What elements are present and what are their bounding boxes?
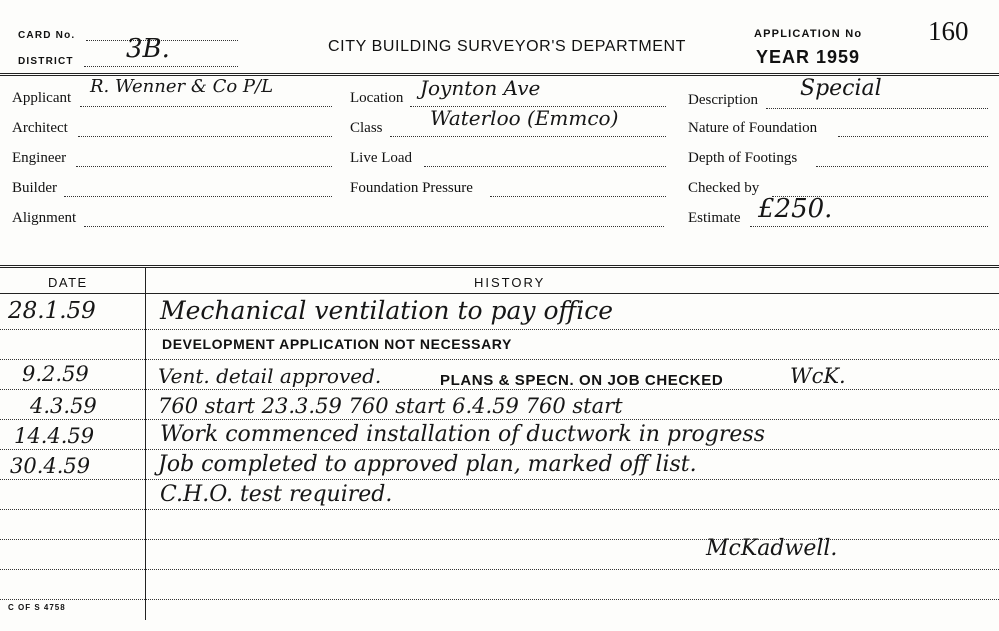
header-divider [0, 73, 999, 74]
foundation-pressure-line [490, 196, 666, 197]
history-line [0, 359, 999, 360]
history-header: HISTORY [474, 275, 546, 290]
location-value: Joynton Ave [420, 76, 541, 100]
stamp-plans-checked: PLANS & SPECN. ON JOB CHECKED [440, 372, 724, 389]
nature-of-foundation-label: Nature of Foundation [688, 120, 818, 136]
depth-line [816, 166, 988, 167]
date-header: DATE [48, 275, 88, 290]
history-line [0, 509, 999, 510]
history-line [0, 419, 999, 420]
description-value: Special [800, 76, 882, 101]
alignment-label: Alignment [12, 210, 77, 226]
stamp-development-application: DEVELOPMENT APPLICATION NOT NECESSARY [162, 336, 512, 352]
applicant-label: Applicant [12, 90, 72, 106]
initials: WcK. [790, 364, 846, 388]
estimate-value: £250. [758, 194, 833, 224]
district-label: DISTRICT [18, 56, 74, 67]
card-no-label: CARD No. [18, 30, 76, 41]
history-date: 28.1.59 [8, 298, 96, 324]
checked-by-label: Checked by [688, 180, 760, 196]
history-line [0, 479, 999, 480]
page-title: CITY BUILDING SURVEYOR'S DEPARTMENT [328, 38, 687, 55]
location-label: Location [350, 90, 404, 106]
class-label: Class [350, 120, 383, 136]
class-line [390, 136, 666, 137]
live-load-label: Live Load [350, 150, 413, 166]
foundation-pressure-label: Foundation Pressure [350, 180, 473, 196]
class-value: Waterloo (Emmco) [430, 106, 619, 130]
history-entry: C.H.O. test required. [160, 482, 393, 507]
history-header-rule [0, 293, 999, 294]
history-line [0, 449, 999, 450]
history-entry: Mechanical ventilation to pay office [160, 296, 614, 325]
history-entry: Work commenced installation of ductwork in progress [160, 422, 765, 447]
builder-line [64, 196, 332, 197]
history-top-rule-2 [0, 267, 999, 268]
applicant-value: R. Wenner & Co P/L [90, 76, 274, 97]
nature-line [838, 136, 988, 137]
engineer-label: Engineer [12, 150, 67, 166]
history-top-rule [0, 265, 999, 266]
history-date: 14.4.59 [14, 424, 95, 448]
district-value: 3B. [126, 34, 170, 64]
history-line [0, 539, 999, 540]
estimate-label: Estimate [688, 210, 741, 226]
history-line [0, 389, 999, 390]
history-date: 30.4.59 [10, 454, 91, 478]
builder-label: Builder [12, 180, 57, 196]
engineer-line [76, 166, 332, 167]
history-line [0, 329, 999, 330]
estimate-line [750, 226, 988, 227]
applicant-line [80, 106, 332, 107]
history-line [0, 599, 999, 600]
date-column-divider [145, 268, 146, 620]
history-entry: Vent. detail approved. [158, 364, 382, 388]
architect-line [78, 136, 332, 137]
application-number: 160 [928, 16, 969, 46]
form-code: C OF S 4758 [8, 603, 66, 612]
history-date: 4.3.59 [30, 394, 97, 418]
history-entry: 760 start 23.3.59 760 start 6.4.59 760 start [158, 394, 623, 418]
district-line [84, 66, 238, 67]
application-label: APPLICATION No [754, 28, 863, 40]
history-entry: Job completed to approved plan, marked off list. [158, 452, 697, 477]
history-date: 9.2.59 [22, 362, 89, 386]
architect-label: Architect [12, 120, 68, 136]
depth-of-footings-label: Depth of Footings [688, 150, 798, 166]
signature: McKadwell. [706, 536, 838, 561]
alignment-line [84, 226, 664, 227]
description-label: Description [688, 92, 758, 108]
live-load-line [424, 166, 666, 167]
description-line [766, 108, 988, 109]
history-line [0, 569, 999, 570]
year-label: YEAR 1959 [756, 47, 861, 67]
